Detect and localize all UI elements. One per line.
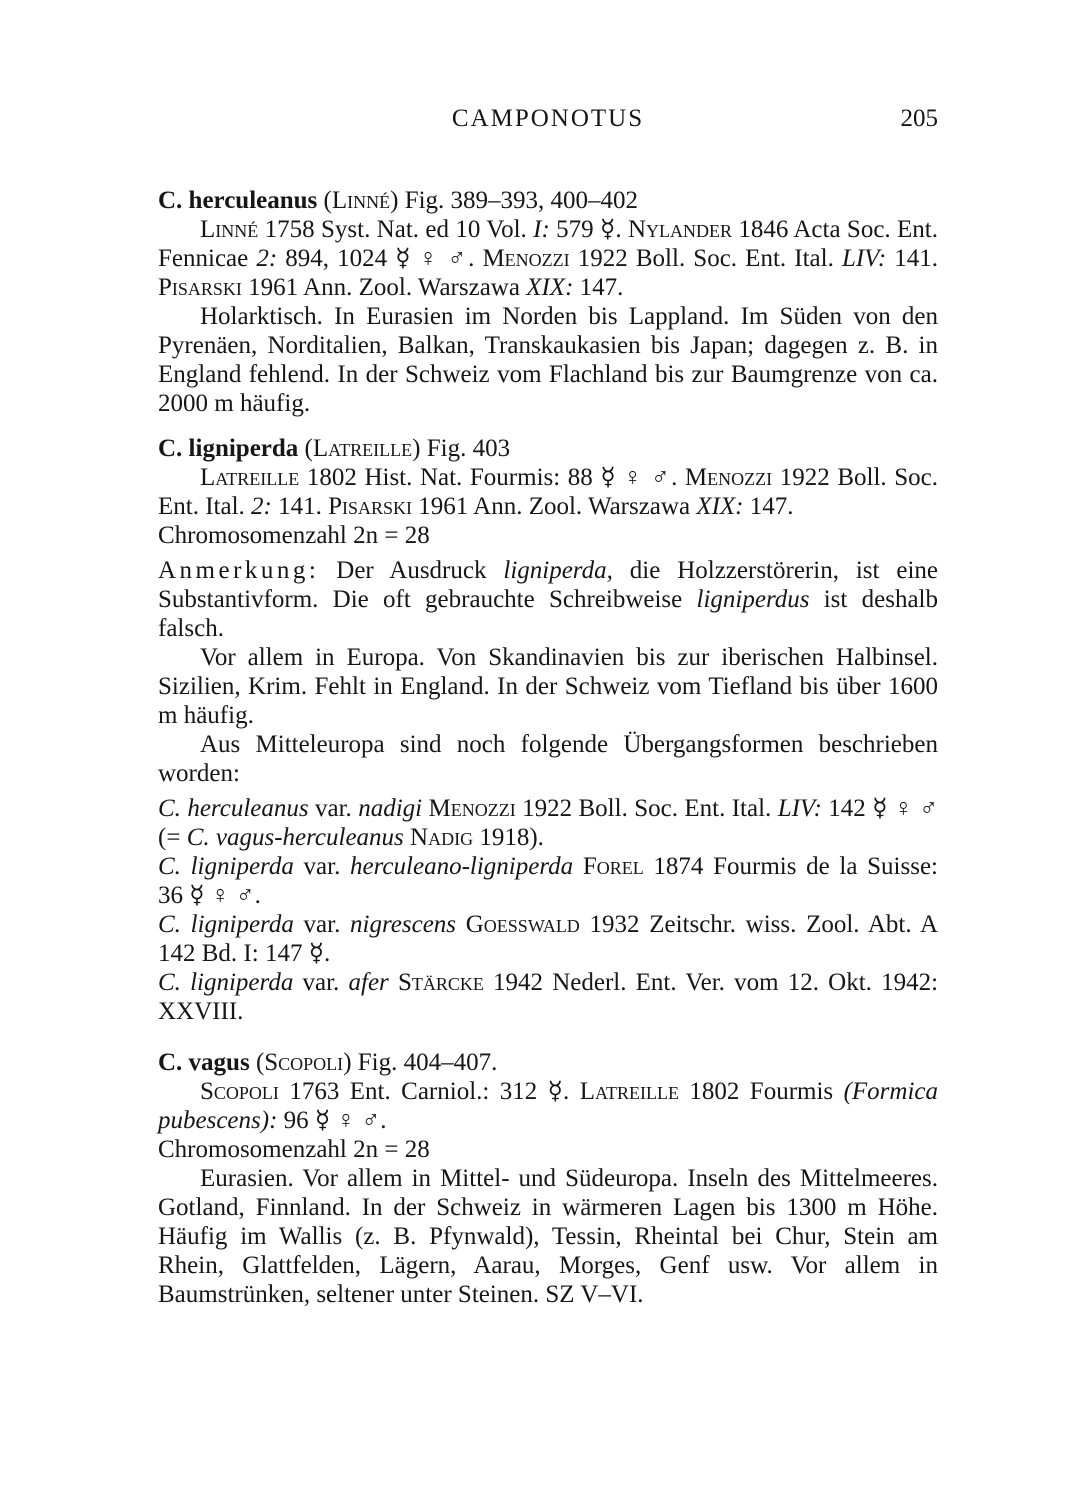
species-heading-ligniperda xyxy=(158,434,938,463)
text-run: Latreille xyxy=(200,464,300,491)
text-run: 1961 Ann. Zool. Warszawa xyxy=(412,493,697,520)
text-run: nigrescens xyxy=(350,911,457,938)
text-run: Scopoli xyxy=(200,1078,279,1105)
section-vagus xyxy=(158,1048,938,1309)
text-run: I: xyxy=(533,216,550,243)
text-run: C. vagus xyxy=(158,1049,250,1076)
text-run: Eurasien. Vor allem in Mittel- und Südeuropa. Inseln des Mittelmeeres. Gotland, Finnland. In der Schweiz in wärmeren Lagen bis 1300 m Höhe. Häufig im Wallis (z. B. Pfynwald), Tessin, Rheintal bei Chur, Stein am Rhein, Glattfelden, Lägern, Aarau, Morges, Genf usw. Vor allem in Baumstrünken, seltener unter Steinen. SZ V–VI. xyxy=(158,1165,938,1308)
text-run: LIV: xyxy=(841,245,887,272)
text-run: 1802 Hist. Nat. Fourmis: 88 ☿ ♀ ♂. xyxy=(299,464,685,491)
text-run: 141. xyxy=(271,493,329,520)
text-run: Linné xyxy=(200,216,259,243)
text-run: Aus Mitteleuropa sind noch folgende Übergangsformen beschrieben worden: xyxy=(158,731,938,787)
reference-list xyxy=(158,215,938,302)
variety-entry-nadigi xyxy=(158,794,938,852)
text-run: ) Fig. 389–393, 400–402 xyxy=(390,187,639,214)
distribution-note xyxy=(158,643,938,730)
text-run: C. vagus-herculeanus xyxy=(186,824,404,851)
species-heading-vagus xyxy=(158,1048,938,1077)
text-run: XIX: xyxy=(696,493,744,520)
text-run: 147. xyxy=(743,493,794,520)
text-run: Menozzi xyxy=(684,464,773,491)
text-run: C. ligniperda xyxy=(158,435,299,462)
text-run: 1758 Syst. Nat. ed 10 Vol. xyxy=(258,216,534,243)
text-run: Nylander xyxy=(627,216,733,243)
text-run: var. xyxy=(293,853,351,880)
page-number: 205 xyxy=(900,105,938,132)
text-run: var. xyxy=(308,795,359,822)
text-run: herculeano-ligniperda xyxy=(350,853,574,880)
text-run: C. ligniperda xyxy=(158,911,294,938)
text-run: 2: xyxy=(256,245,278,272)
text-run: C. herculeanus xyxy=(158,795,309,822)
text-run: 1942 Nederl. Ent. Ver. vom 12. Okt. 1942: XXVIII. xyxy=(158,969,939,1025)
text-run: 1961 Ann. Zool. Warszawa xyxy=(241,274,527,301)
chromosome-number xyxy=(158,1135,938,1164)
text-run: Der Ausdruck xyxy=(319,557,504,584)
text-run: ligniperdus xyxy=(696,586,810,613)
running-title: CAMPONOTUS xyxy=(451,105,645,132)
text-run: Forel xyxy=(582,853,644,880)
page-header xyxy=(158,104,938,133)
text-run: C. herculeanus xyxy=(158,187,318,214)
text-run: Vor allem in Europa. Von Skandinavien bis zur iberischen Halbinsel. Sizilien, Krim. Fehlt in England. In der Schweiz vom Tiefland bis über 1600 m häufig. xyxy=(158,644,938,729)
text-run: var. xyxy=(293,911,351,938)
text-run xyxy=(456,911,466,938)
text-run: 1846 Acta Soc. Ent. Fennicae xyxy=(158,216,938,272)
text-run: Menozzi xyxy=(428,795,516,822)
text-run: 1922 Boll. Soc. Ent. Ital. xyxy=(158,464,938,520)
text-run: 1802 Fourmis xyxy=(678,1078,844,1105)
text-run: Pisarski xyxy=(328,493,413,520)
text-run: C. ligniperda xyxy=(158,853,294,880)
text-run: XIX: xyxy=(526,274,574,301)
text-run: Linné xyxy=(331,187,391,214)
text-run: Latreille xyxy=(312,435,413,462)
text-run: C. ligniperda xyxy=(158,969,294,996)
text-run: 141. xyxy=(886,245,939,272)
text-run: 579 ☿. xyxy=(549,216,628,243)
text-run: 147. xyxy=(573,274,624,301)
text-run: (Formica pubescens): xyxy=(158,1078,938,1134)
text-run: 1874 Fourmis de la Suisse: 36 ☿ ♀ ♂. xyxy=(158,853,939,909)
text-run: Latreille xyxy=(579,1078,679,1105)
text-run: Menozzi xyxy=(482,245,570,272)
species-heading-herculeanus xyxy=(158,186,938,215)
text-run: Goesswald xyxy=(465,911,580,938)
text-run: die Holzzerstörerin, ist eine Substantivform. Die oft gebrauchte Schreibweise xyxy=(158,557,938,613)
text-run: ) Fig. 404–407. xyxy=(343,1049,498,1076)
text-run: var. xyxy=(293,969,349,996)
text-run: afer xyxy=(348,969,389,996)
transition-forms-intro xyxy=(158,730,938,788)
remark-note xyxy=(158,556,938,643)
variety-entry-afer xyxy=(158,968,938,1026)
chromosome-number xyxy=(158,521,938,550)
text-run: 96 ☿ ♀ ♂. xyxy=(277,1107,387,1134)
text-run: LIV: xyxy=(777,795,822,822)
text-run: ist deshalb falsch. xyxy=(158,586,938,642)
text-run: ( xyxy=(298,435,313,462)
section-ligniperda xyxy=(158,434,938,1026)
variety-entry-herculeano-ligniperda xyxy=(158,852,938,910)
text-run: Anmerkung: xyxy=(158,557,320,584)
text-run: ( xyxy=(317,187,332,214)
distribution-note xyxy=(158,1164,938,1309)
text-run: Pisarski xyxy=(158,274,242,301)
text-run xyxy=(573,853,583,880)
reference-list xyxy=(158,463,938,521)
text-run: ( xyxy=(249,1049,265,1076)
text-run: 1922 Boll. Soc. Ent. Ital. xyxy=(515,795,778,822)
text-run: 1763 Ent. Carniol.: 312 ☿. xyxy=(278,1078,580,1105)
text-run: 1918). xyxy=(473,824,544,851)
distribution-note xyxy=(158,302,938,418)
variety-entry-nigrescens xyxy=(158,910,938,968)
reference-list xyxy=(158,1077,938,1135)
text-run: ) Fig. 403 xyxy=(412,435,511,462)
text-run xyxy=(389,969,398,996)
text-run: Chromosomenzahl 2n = 28 xyxy=(158,522,430,549)
text-run: Nadig xyxy=(410,824,474,851)
text-run: Chromosomenzahl 2n = 28 xyxy=(158,1136,430,1163)
text-run: Stärcke xyxy=(397,969,484,996)
text-run: ligniperda, xyxy=(503,557,613,584)
text-run: 894, 1024 ☿ ♀ ♂. xyxy=(277,245,483,272)
text-run: 1932 Zeitschr. wiss. Zool. Abt. A 142 Bd. I: 147 ☿. xyxy=(158,911,938,967)
text-run: 1922 Boll. Soc. Ent. Ital. xyxy=(569,245,842,272)
text-run: nadigi xyxy=(358,795,423,822)
section-herculeanus xyxy=(158,186,938,418)
text-run: 2: xyxy=(251,493,272,520)
text-run: Scopoli xyxy=(264,1049,344,1076)
text-run: Holarktisch. In Eurasien im Norden bis Lappland. Im Süden von den Pyrenäen, Norditalien, Balkan, Transkaukasien bis Japan; dagegen z. B. in England fehlend. In der Schweiz vom Flachland bis zur Baumgrenze von ca. 2000 m häufig. xyxy=(158,303,938,417)
text-run: 142 ☿ ♀ ♂ (= xyxy=(158,795,938,851)
